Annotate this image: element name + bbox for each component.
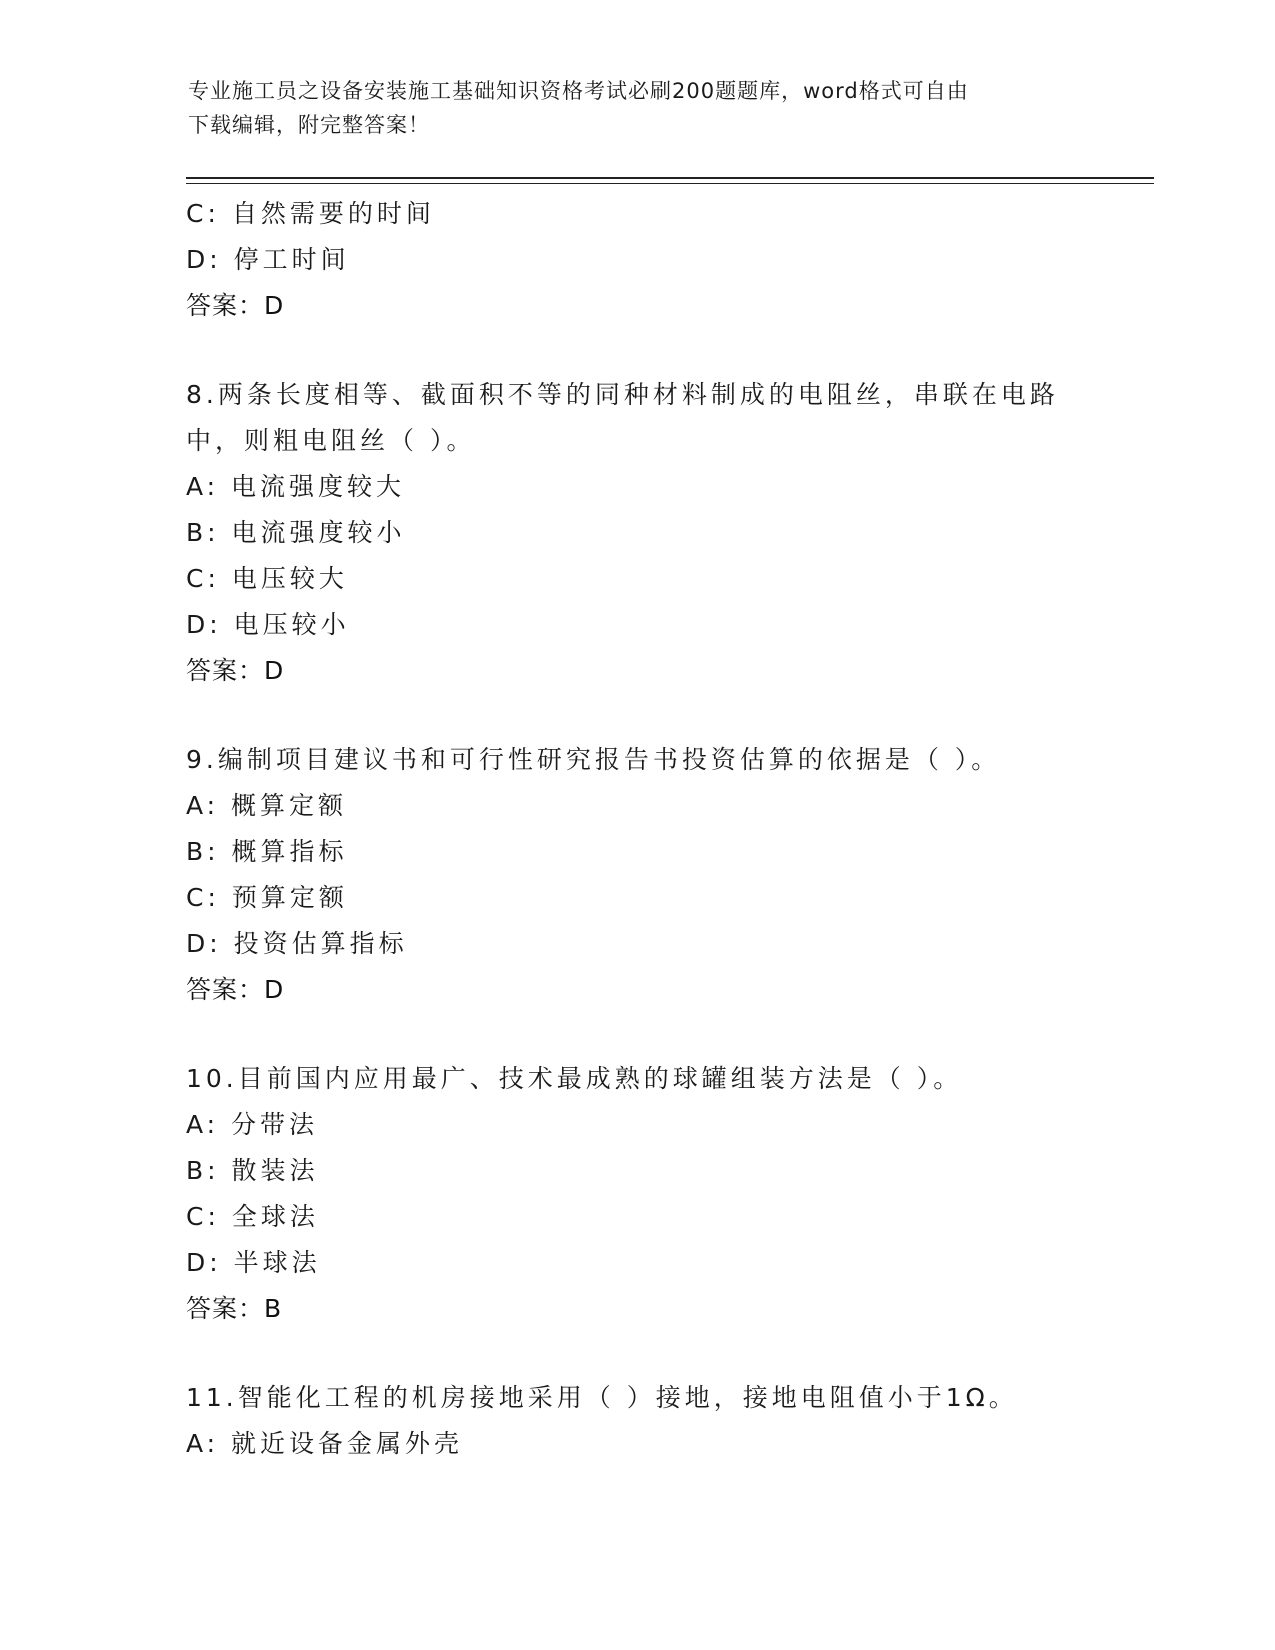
question-7-continued [186,191,1086,329]
option-d: D: 半球法 [186,1248,321,1277]
question-text-line-1: 8.两条长度相等、截面积不等的同种材料制成的电阻丝，串联在电路 [186,380,1059,409]
option-c: C: 自然需要的时间 [186,199,435,228]
option-b: B: 电流强度较小 [186,518,406,547]
question-text-line-1: 9.编制项目建议书和可行性研究报告书投资估算的依据是（ ）。 [186,745,1001,774]
answer-line: 答案：B [186,1294,283,1323]
option-b: B: 概算指标 [186,837,348,866]
header-divider-thick [186,177,1154,179]
option-d: D: 电压较小 [186,610,350,639]
question-10 [186,1056,1086,1332]
option-a: A: 分带法 [186,1110,319,1139]
spacer [186,1332,1086,1375]
option-c: C: 预算定额 [186,883,348,912]
option-a: A: 电流强度较大 [186,472,406,501]
option-c: C: 全球法 [186,1202,319,1231]
answer-line: 答案：D [186,975,285,1004]
option-c: C: 电压较大 [186,564,348,593]
question-11 [186,1375,1086,1467]
question-9 [186,737,1086,1013]
header-divider-thin [186,183,1154,184]
spacer [186,329,1086,372]
option-b: B: 散装法 [186,1156,319,1185]
spacer [186,694,1086,737]
question-text-line-1: 10.目前国内应用最广、技术最成熟的球罐组装方法是（ ）。 [186,1064,963,1093]
spacer [186,1013,1086,1056]
option-a: A: 概算定额 [186,791,348,820]
option-d: D: 投资估算指标 [186,929,408,958]
question-text-line-2: 中，则粗电阻丝（ ）。 [186,426,476,455]
document-body [186,191,1086,1467]
answer-line: 答案：D [186,291,285,320]
option-a: A: 就近设备金属外壳 [186,1429,464,1458]
header-title-line-2: 下载编辑，附完整答案！ [188,113,430,137]
question-8 [186,372,1086,694]
answer-line: 答案：D [186,656,285,685]
question-text-line-1: 11.智能化工程的机房接地采用（ ）接地，接地电阻值小于1Ω。 [186,1383,1018,1412]
document-header [188,74,1088,142]
option-d: D: 停工时间 [186,245,350,274]
header-title-line-1: 专业施工员之设备安装施工基础知识资格考试必刷200题题库，word格式可自由 [188,79,969,103]
